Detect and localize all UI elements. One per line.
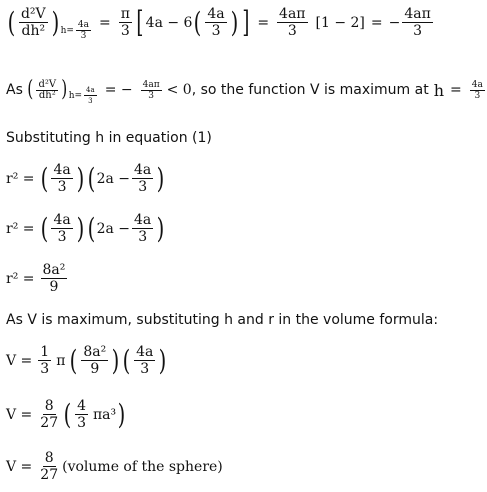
close-paren: ) [51, 5, 59, 39]
numerator: d²V [20, 6, 46, 22]
denominator: dh² [21, 23, 46, 39]
equation-line-volume-a: V = $\frac{1}{3}$ π ( $\frac{\text{8a²}}{9}$ ) ( $\frac{4a}{3}$ ) [6, 343, 167, 377]
text-line-volume-formula: As V is maximum, substituting h and r in the volume formula: [6, 312, 439, 328]
text-line-substituting: Substituting h in equation (1) [6, 130, 212, 146]
second-derivative-fraction [19, 6, 48, 39]
equation-line-1: ( $\frac{\text{d²V}}{\text{dh²}}$ ) h= $\frac{4a}{3}$ = $\frac{\pi}{3}$ [ 4a − 6 ( $\frac{4a}{3}$ ) ] = $\frac{4a\pi}{3}$ [1 − 2] = − $\frac{4a\pi}{3}$ [7, 4, 431, 41]
volume-of-sphere-label: (volume of the sphere) [62, 458, 223, 475]
equation-line-volume-result: V = $\frac{8}{27}$ (volume of the sphere) [6, 450, 223, 483]
maximum-statement: , so the function V is maximum at [191, 82, 429, 98]
equation-line-r2-result: r² = $\frac{\text{8a²}}{9}$ [6, 262, 66, 295]
equation-line-2: As ( $\frac{\text{d²V}}{\text{dh²}}$ ) h= $\frac{4a}{3}$ = − $\frac{4a\pi}{3}$ < 0 , so the function V is maximum at h = $\frac{4a}{3}$ [6, 77, 483, 105]
open-paren: ( [7, 5, 16, 39]
equation-line-r2-b: r² = ( $\frac{4a}{3}$ ) ( 2a − $\frac{4a}{3}$ ) [6, 211, 165, 245]
inner-expression: 4a − 6 [145, 14, 193, 31]
evaluation-subscript: h= $\frac{4a}{3}$ [60, 20, 89, 41]
equation-line-r2-a: r² = ( $\frac{4a}{3}$ ) ( 2a − $\frac{4a}{3}$ ) [6, 161, 165, 195]
equals: = [99, 14, 111, 31]
as-text: As [6, 82, 23, 98]
equation-line-volume-b: V = $\frac{8}{27}$ ( $\frac{4}{3}$ πa³ ) [6, 397, 126, 431]
